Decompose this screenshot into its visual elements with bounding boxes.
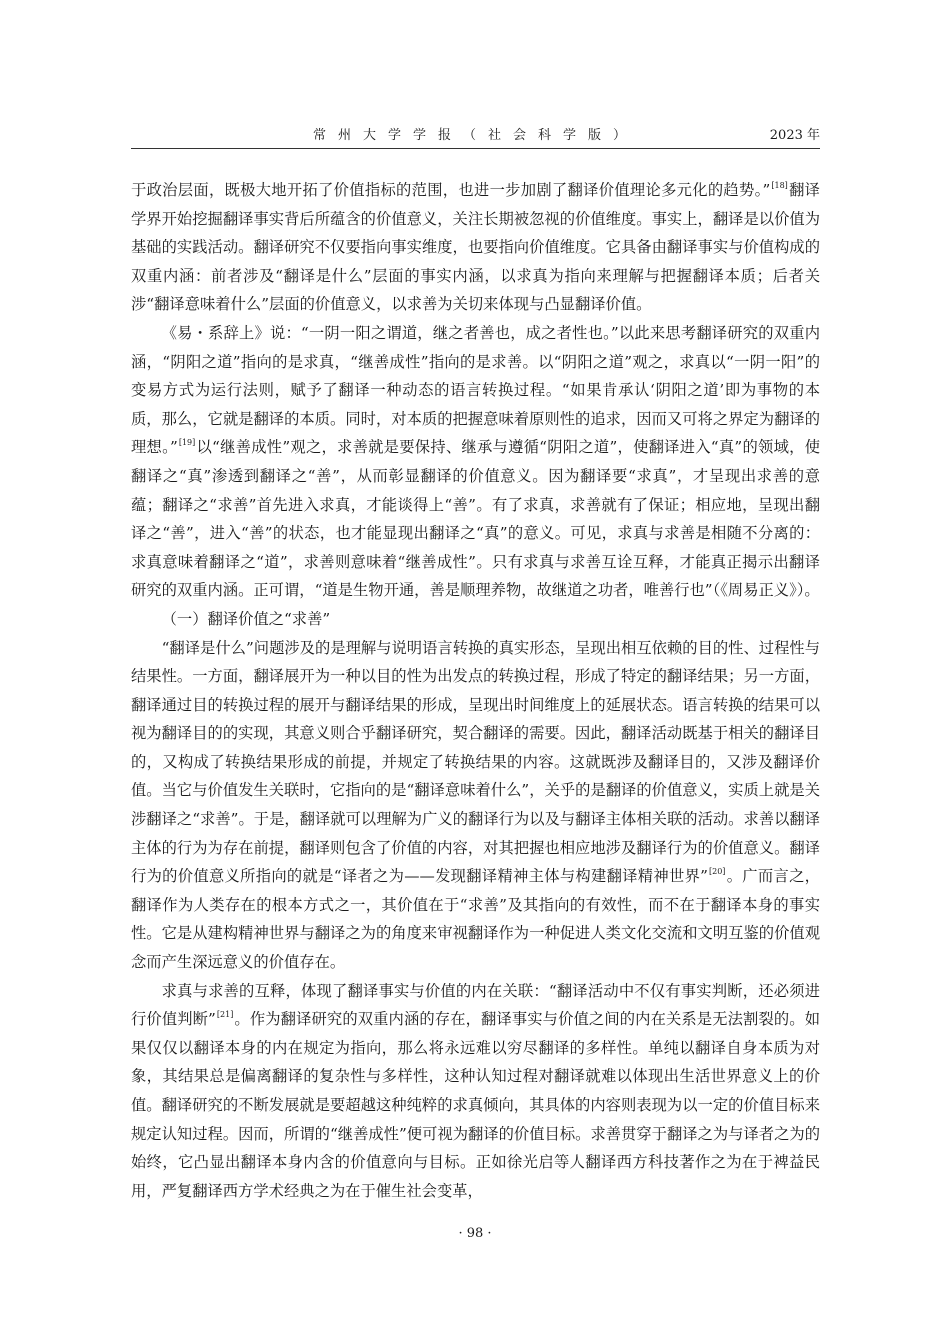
citation-ref: [19] [178,438,196,448]
paragraph-2 [131,319,820,605]
paragraph-text: 翻译学界开始挖掘翻译事实背后所蕴含的价值意义，关注长期被忽视的价值维度。事实上，翻译是以价值为基础的实践活动。翻译研究不仅要指向事实维度，也要指向价值维度。它具备由翻译事实与价值构成的双重内涵：前者涉及“翻译是什么”层面的事实内涵，以求真为指向来理解与把握翻译本质；后者关涉“翻译意味着什么”层面的价值意义，以求善为关切来体现与凸显翻译价值。 [131,181,820,314]
citation-ref: [21] [216,1010,234,1020]
running-header [131,120,820,149]
paragraph-text: 于政治层面，既极大地开拓了价值指标的范围，也进一步加剧了翻译价值理论多元化的趋势。” [131,181,771,199]
citation-ref: [18] [771,181,788,190]
paragraph-1 [131,176,820,319]
paragraph-text: 以“继善成性”观之，求善就是要保持、继承与遵循“阴阳之道”，使翻译进入“真”的领域，使翻译之“真”渗透到翻译之“善”，从而彰显翻译的价值意义。因为翻译要“求真”，才呈现出求善的意蕴；翻译之“求善”首先进入求真，才能谈得上“善”。有了求真，求善就有了保证；相应地，呈现出翻译之“善”，进入“善”的状态，也才能显现出翻译之“真”的意义。可见，求真与求善是相随不分离的：求真意味着翻译之“道”，求善则意味着“继善成性”。只有求真与求善互诠互释，才能真正揭示出翻译研究的双重内涵。正可谓，“道是生物开通，善是顺理养物，故继道之功者，唯善行也”（《周易正义》）。 [131,438,820,600]
section-heading: （一）翻译价值之“求善” [161,609,331,628]
page-number: · 98 · [458,1226,492,1241]
journal-title: 常州大学学报（社会科学版） [312,128,638,143]
paragraph-4 [131,977,820,1206]
paragraph-3 [131,634,820,977]
paragraph-text: 。作为翻译研究的双重内涵的存在，翻译事实与价值之间的内在关系是无法割裂的。如果仅仅以翻译本身的内在规定为指向，那么将永远难以穷尽翻译的多样性。单纯以翻译自身本质为对象，其结果总是偏离翻译的复杂性与多样性，这种认知过程对翻译就难以体现出生活世界意义上的价值。翻译研究的不断发展就是要超越这种纯粹的求真倾向，其具体的内容则表现为以一定的价值目标来规定认知过程。因而，所谓的“继善成性”便可视为翻译的价值目标。求善贯穿于翻译之为与译者之为的始终，它凸显出翻译本身内含的价值意向与目标。正如徐光启等人翻译西方科技著作之为在于裨益民用，严复翻译西方学术经典之为在于催生社会变革， [131,1010,820,1200]
paragraph-text: “翻译是什么”问题涉及的是理解与说明语言转换的真实形态，呈现出相互依赖的目的性、过程性与结果性。一方面，翻译展开为一种以目的性为出发点的转换过程，形成了特定的翻译结果；另一方面，翻译通过目的转换过程的展开与翻译结果的形成，呈现出时间维度上的延展状态。语言转换的结果可以视为翻译目的的实现，其意义则合乎翻译研究，契合翻译的需要。因此，翻译活动既基于相关的翻译目的，又构成了转换结果形成的前提，并规定了转换结果的内容。这就既涉及翻译目的，又涉及翻译价值。当它与价值发生关联时，它指向的是“翻译意味着什么”，关乎的是翻译的价值意义，实质上就是关涉翻译之“求善”。于是，翻译就可以理解为广义的翻译行为以及与翻译主体相关联的活动。求善以翻译主体的行为为存在前提，翻译则包含了价值的内容，对其把握也相应地涉及翻译行为的价值意义。翻译行为的价值意义所指向的就是“译者之为——发现翻译精神主体与构建翻译精神世界” [131,638,820,886]
article-body [131,176,820,1205]
paragraph-text: 。广而言之，翻译作为人类存在的根本方式之一，其价值在于“求善”及其指向的有效性，而不在于翻译本身的事实性。它是从建构精神世界与翻译之为的角度来审视翻译作为一种促进人类文化交流和文明互鉴的价值观念而产生深远意义的价值存在。 [131,867,820,972]
paragraph-text: 《易・系辞上》说：“一阴一阳之谓道，继之者善也，成之者性也。”以此来思考翻译研究的双重内涵，“阴阳之道”指向的是求真，“继善成性”指向的是求善。以“阴阳之道”观之，求真以“一阴一阳”的变易方式为运行法则，赋予了翻译一种动态的语言转换过程。“如果肯承认‘阴阳之道’即为事物的本质，那么，它就是翻译的本质。同时，对本质的把握意味着原则性的追求，因而又可将之界定为翻译的理想。” [131,323,820,457]
citation-ref: [20] [709,867,726,877]
journal-year: 2023 年 [769,128,820,143]
paragraph-text: 求真与求善的互释，体现了翻译事实与价值的内在关联：“翻译活动中不仅有事实判断，还必须进行价值判断” [131,981,820,1029]
